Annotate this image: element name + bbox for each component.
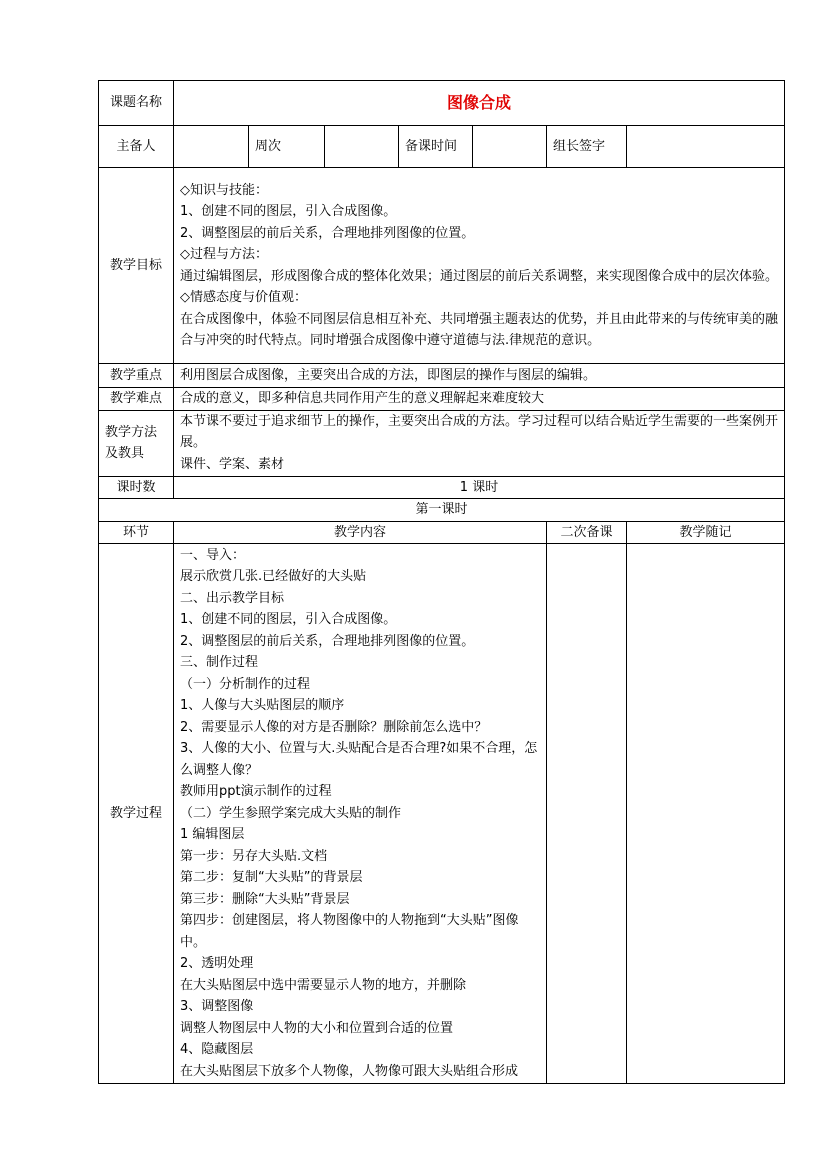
key-points-row	[99, 364, 785, 388]
leader-sign-value	[627, 126, 785, 168]
objectives-row	[99, 168, 785, 364]
objective-line: 通过编辑图层，形成图像合成的整体化效果；通过图层的前后关系调整，来实现图像合成中的层次体验。	[180, 268, 779, 284]
difficulties-row	[99, 388, 785, 411]
lesson-heading-row	[99, 499, 785, 522]
course-title-row	[99, 81, 785, 126]
second-prep-header: 二次备课	[547, 521, 627, 544]
key-points-label: 教学重点	[99, 364, 174, 388]
leader-sign-label: 组长签字	[547, 126, 627, 168]
notes-cell	[627, 544, 785, 1084]
notes-header: 教学随记	[627, 521, 785, 544]
hours-label: 课时数	[99, 476, 174, 499]
methods-row	[99, 410, 785, 476]
week-value	[325, 126, 399, 168]
process-line: 展示欣赏几张.已经做好的大头贴	[180, 569, 367, 585]
key-points-text: 利用图层合成图像，主要突出合成的方法，即图层的操作与图层的编辑。	[174, 364, 785, 388]
prep-time-label: 备课时间	[399, 126, 473, 168]
process-line: 教师用ppt演示制作的过程	[180, 784, 332, 800]
process-content	[174, 544, 547, 1084]
process-line: 三、制作过程	[180, 655, 259, 671]
process-line: 在大头贴图层中选中需要显示人物的地方，并删除	[180, 977, 467, 993]
methods-line: 课件、学案、素材	[180, 456, 285, 472]
process-line: 4、隐藏图层	[180, 1042, 254, 1058]
process-line: 调整人物图层中人物的大小和位置到合适的位置	[180, 1020, 454, 1036]
difficulties-text: 合成的意义，即多种信息共同作用产生的意义理解起来难度较大	[174, 388, 785, 411]
objective-line: 2、调整图层的前后关系，合理地排列图像的位置。	[180, 225, 475, 241]
content-header: 教学内容	[174, 521, 547, 544]
process-line: 第三步：删除“大头贴”背景层	[180, 891, 350, 907]
process-line: 二、出示教学目标	[180, 590, 285, 606]
course-title-label: 课题名称	[99, 81, 174, 126]
hours-row	[99, 476, 785, 499]
preparer-label: 主备人	[99, 126, 174, 168]
process-row	[99, 544, 785, 1084]
prep-time-value	[473, 126, 547, 168]
process-line: 3、调整图像	[180, 999, 254, 1015]
objectives-content	[174, 168, 785, 364]
objective-line: 在合成图像中，体验不同图层信息相互补充、共同增强主题表达的优势，并且由此带来的与传统审美的融合与冲突的时代特点。同时增强合成图像中遵守道德与法.律规范的意识。	[180, 311, 779, 348]
week-label: 周次	[249, 126, 325, 168]
methods-content	[174, 410, 785, 476]
process-line: （二）学生参照学案完成大头贴的制作	[180, 805, 402, 821]
process-line: （一）分析制作的过程	[180, 676, 311, 692]
process-label: 教学过程	[99, 544, 174, 1084]
methods-line: 本节课不要过于追求细节上的操作，主要突出合成的方法。学习过程可以结合贴近学生需要的一些案例开展。	[180, 413, 779, 451]
lesson-heading: 第一课时	[99, 499, 785, 522]
column-header-row	[99, 521, 785, 544]
process-line: 第一步：另存大头贴.文档	[180, 848, 328, 864]
objective-line: ◇知识与技能：	[180, 182, 268, 198]
objective-line: 1、创建不同的图层，引入合成图像。	[180, 204, 397, 219]
process-line: 在大头贴图层下放多个人物像，人物像可跟大头贴组合形成	[180, 1063, 519, 1079]
objective-line: ◇情感态度与价值观：	[180, 290, 307, 305]
process-line: 2、需要显示人像的对方是否删除？删除前怎么选中？	[180, 719, 488, 735]
hours-value: 1 课时	[174, 476, 785, 499]
lesson-plan-table	[98, 80, 785, 1084]
methods-label: 教学方法及教具	[99, 410, 174, 476]
second-prep-cell	[547, 544, 627, 1084]
course-title: 图像合成	[174, 81, 785, 126]
meta-row	[99, 126, 785, 168]
process-line: 1、人像与大头贴图层的顺序	[180, 698, 345, 714]
process-line: 第二步：复制“大头贴”的背景层	[180, 870, 363, 886]
section-header: 环节	[99, 521, 174, 544]
objectives-label: 教学目标	[99, 168, 174, 364]
process-line: 第四步：创建图层，将人物图像中的人物拖到“大头贴”图像中。	[180, 913, 519, 950]
process-line: 3、人像的大小、位置与大.头贴配合是否合理?如果不合理，怎么调整人像？	[180, 741, 538, 778]
process-line: 1、创建不同的图层，引入合成图像。	[180, 612, 397, 628]
preparer-value	[174, 126, 249, 168]
process-line: 2、调整图层的前后关系，合理地排列图像的位置。	[180, 633, 475, 649]
objective-line: ◇过程与方法：	[180, 247, 268, 262]
process-line: 2、透明处理	[180, 956, 254, 972]
process-line: 一、导入：	[180, 547, 246, 563]
process-line: 1 编辑图层	[180, 827, 245, 843]
difficulties-label: 教学难点	[99, 388, 174, 411]
